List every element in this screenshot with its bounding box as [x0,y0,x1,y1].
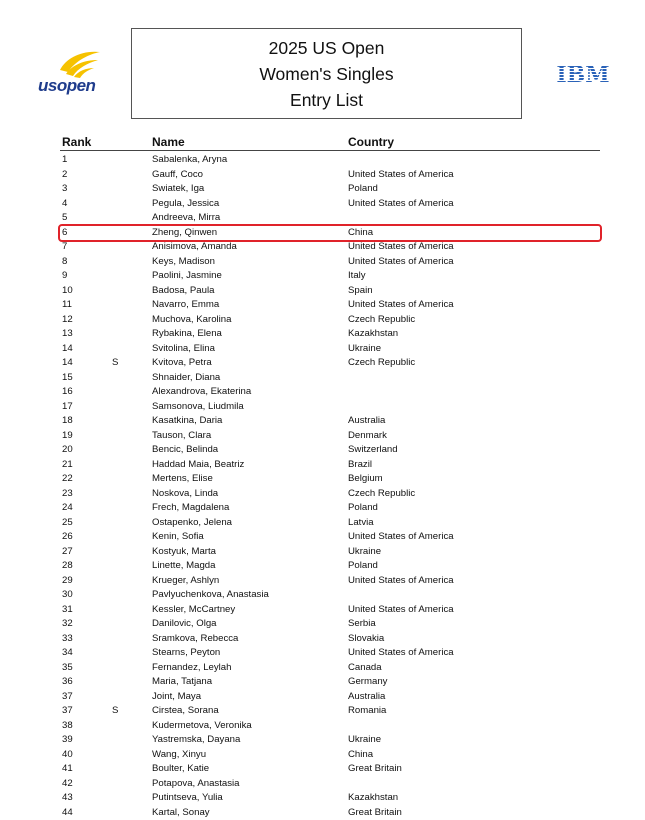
rank-cell: 8 [62,255,67,270]
player-name-cell: Muchova, Karolina [152,313,231,328]
rank-cell: 2 [62,168,67,183]
table-row [60,617,600,632]
player-name-cell: Wang, Xinyu [152,748,206,763]
country-cell: Switzerland [348,443,398,458]
table-row [60,501,600,516]
player-name-cell: Andreeva, Mirra [152,211,220,226]
player-name-cell: Krueger, Ashlyn [152,574,219,589]
table-row [60,371,600,386]
player-name-cell: Samsonova, Liudmila [152,400,244,415]
player-name-cell: Ostapenko, Jelena [152,516,232,531]
table-row [60,153,600,168]
country-cell: Slovakia [348,632,384,647]
rank-cell: 1 [62,153,67,168]
player-name-cell: Stearns, Peyton [152,646,220,661]
country-cell: China [348,748,373,763]
us-open-wordmark: usopen [38,76,95,96]
player-name-cell: Cirstea, Sorana [152,704,219,719]
rank-cell: 18 [62,414,73,429]
player-name-cell: Kasatkina, Daria [152,414,222,429]
country-cell: Poland [348,559,378,574]
rank-cell: 38 [62,719,73,734]
table-row [60,791,600,806]
rank-cell: 3 [62,182,67,197]
country-cell: Australia [348,690,385,705]
table-row [60,603,600,618]
country-cell: United States of America [348,574,454,589]
rank-cell: 23 [62,487,73,502]
table-row [60,356,600,371]
table-row [60,284,600,299]
rank-cell: 29 [62,574,73,589]
table-row [60,182,600,197]
country-cell: Belgium [348,472,383,487]
table-row [60,255,600,270]
player-name-cell: Badosa, Paula [152,284,214,299]
table-header [60,135,600,151]
table-row [60,385,600,400]
player-name-cell: Anisimova, Amanda [152,240,237,255]
player-name-cell: Kudermetova, Veronika [152,719,252,734]
player-name-cell: Pegula, Jessica [152,197,219,212]
country-cell: Kazakhstan [348,791,398,806]
country-cell: Serbia [348,617,376,632]
table-row [60,516,600,531]
rank-cell: 7 [62,240,67,255]
table-row [60,574,600,589]
rank-cell: 37 [62,690,73,705]
country-cell: Czech Republic [348,356,415,371]
player-name-cell: Alexandrova, Ekaterina [152,385,251,400]
table-row [60,197,600,212]
table-row [60,733,600,748]
player-name-cell: Pavlyuchenkova, Anastasia [152,588,269,603]
table-row [60,777,600,792]
country-cell: United States of America [348,197,454,212]
country-cell: Denmark [348,429,387,444]
rank-cell: 15 [62,371,73,386]
rank-cell: 20 [62,443,73,458]
table-row [60,545,600,560]
table-row [60,443,600,458]
rank-cell: 11 [62,298,72,313]
highlighted-table-row [60,226,600,241]
title-box [131,28,522,119]
player-name-cell: Bencic, Belinda [152,443,218,458]
rank-cell: 19 [62,429,73,444]
table-row [60,487,600,502]
country-cell: Ukraine [348,545,381,560]
rank-cell: 27 [62,545,73,560]
rank-cell: 4 [62,197,67,212]
country-cell: United States of America [348,255,454,270]
player-name-cell: Yastremska, Dayana [152,733,240,748]
table-row [60,559,600,574]
player-name-cell: Kartal, Sonay [152,806,210,820]
rank-cell: 36 [62,675,73,690]
rank-cell: 41 [62,762,73,777]
table-row [60,806,600,820]
country-cell: Poland [348,501,378,516]
rank-cell: 13 [62,327,73,342]
rank-cell: 16 [62,385,73,400]
country-cell: Czech Republic [348,313,415,328]
country-cell: Romania [348,704,386,719]
column-header-rank: Rank [62,135,91,149]
country-cell: Brazil [348,458,372,473]
column-header-country: Country [348,135,394,149]
table-row [60,675,600,690]
player-name-cell: Kvitova, Petra [152,356,212,371]
rank-cell: 21 [62,458,73,473]
rank-cell: 17 [62,400,73,415]
column-header-name: Name [152,135,185,149]
table-row [60,690,600,705]
table-row [60,313,600,328]
rank-cell: 26 [62,530,73,545]
country-cell: Ukraine [348,733,381,748]
rank-cell: 33 [62,632,73,647]
country-cell: United States of America [348,168,454,183]
rank-cell: 44 [62,806,73,820]
player-name-cell: Sramkova, Rebecca [152,632,238,647]
rank-cell: 37 [62,704,73,719]
title-line-1: 2025 US Open [132,35,521,61]
us-open-flame-icon [56,48,102,78]
player-name-cell: Kostyuk, Marta [152,545,216,560]
title-line-2: Women's Singles [132,61,521,87]
rank-cell: 10 [62,284,73,299]
player-name-cell: Paolini, Jasmine [152,269,222,284]
player-name-cell: Tauson, Clara [152,429,211,444]
table-row [60,704,600,719]
table-row [60,588,600,603]
country-cell: Latvia [348,516,374,531]
table-row [60,429,600,444]
country-cell: United States of America [348,240,454,255]
rank-cell: 6 [62,226,67,241]
rank-cell: 12 [62,313,73,328]
ibm-logo-text: IBM [556,63,609,85]
rank-cell: 28 [62,559,73,574]
table-row [60,240,600,255]
table-row [60,632,600,647]
rank-cell: 32 [62,617,73,632]
title-line-3: Entry List [132,87,521,113]
rank-cell: 31 [62,603,73,618]
table-row [60,762,600,777]
player-name-cell: Fernandez, Leylah [152,661,231,676]
rank-cell: 9 [62,269,67,284]
rank-cell: 14 [62,356,73,371]
rank-cell: 43 [62,791,73,806]
player-name-cell: Navarro, Emma [152,298,219,313]
player-name-cell: Mertens, Elise [152,472,213,487]
table-row [60,472,600,487]
player-name-cell: Svitolina, Elina [152,342,215,357]
player-name-cell: Danilovic, Olga [152,617,217,632]
player-name-cell: Shnaider, Diana [152,371,220,386]
rank-cell: 5 [62,211,67,226]
player-name-cell: Sabalenka, Aryna [152,153,227,168]
country-cell: United States of America [348,646,454,661]
rank-cell: 39 [62,733,73,748]
player-name-cell: Swiatek, Iga [152,182,204,197]
player-name-cell: Haddad Maia, Beatriz [152,458,244,473]
table-row [60,530,600,545]
us-open-logo [38,48,116,98]
special-exempt-cell: S [112,704,118,719]
country-cell: Kazakhstan [348,327,398,342]
country-cell: China [348,226,373,241]
country-cell: United States of America [348,603,454,618]
player-name-cell: Kessler, McCartney [152,603,235,618]
table-row [60,748,600,763]
player-name-cell: Linette, Magda [152,559,215,574]
player-name-cell: Kenin, Sofia [152,530,204,545]
player-name-cell: Potapova, Anastasia [152,777,239,792]
player-name-cell: Keys, Madison [152,255,215,270]
rank-cell: 14 [62,342,73,357]
country-cell: Great Britain [348,762,402,777]
country-cell: Czech Republic [348,487,415,502]
player-name-cell: Putintseva, Yulia [152,791,223,806]
table-row [60,661,600,676]
table-row [60,168,600,183]
country-cell: Germany [348,675,387,690]
country-cell: Spain [348,284,373,299]
player-name-cell: Zheng, Qinwen [152,226,217,241]
table-row [60,414,600,429]
table-row [60,646,600,661]
entry-list [60,153,600,820]
country-cell: Italy [348,269,366,284]
rank-cell: 30 [62,588,73,603]
country-cell: United States of America [348,530,454,545]
rank-cell: 22 [62,472,73,487]
player-name-cell: Frech, Magdalena [152,501,229,516]
table-row [60,298,600,313]
ibm-logo [553,63,613,85]
rank-cell: 24 [62,501,73,516]
special-exempt-cell: S [112,356,118,371]
player-name-cell: Gauff, Coco [152,168,203,183]
table-row [60,400,600,415]
table-row [60,269,600,284]
country-cell: Great Britain [348,806,402,820]
rank-cell: 40 [62,748,73,763]
player-name-cell: Boulter, Katie [152,762,209,777]
player-name-cell: Joint, Maya [152,690,201,705]
table-row [60,719,600,734]
player-name-cell: Noskova, Linda [152,487,218,502]
table-row [60,211,600,226]
country-cell: Poland [348,182,378,197]
table-row [60,342,600,357]
player-name-cell: Maria, Tatjana [152,675,212,690]
country-cell: Australia [348,414,385,429]
rank-cell: 35 [62,661,73,676]
country-cell: Canada [348,661,382,676]
table-row [60,327,600,342]
rank-cell: 42 [62,777,73,792]
player-name-cell: Rybakina, Elena [152,327,222,342]
table-row [60,458,600,473]
country-cell: Ukraine [348,342,381,357]
rank-cell: 34 [62,646,73,661]
rank-cell: 25 [62,516,73,531]
country-cell: United States of America [348,298,454,313]
